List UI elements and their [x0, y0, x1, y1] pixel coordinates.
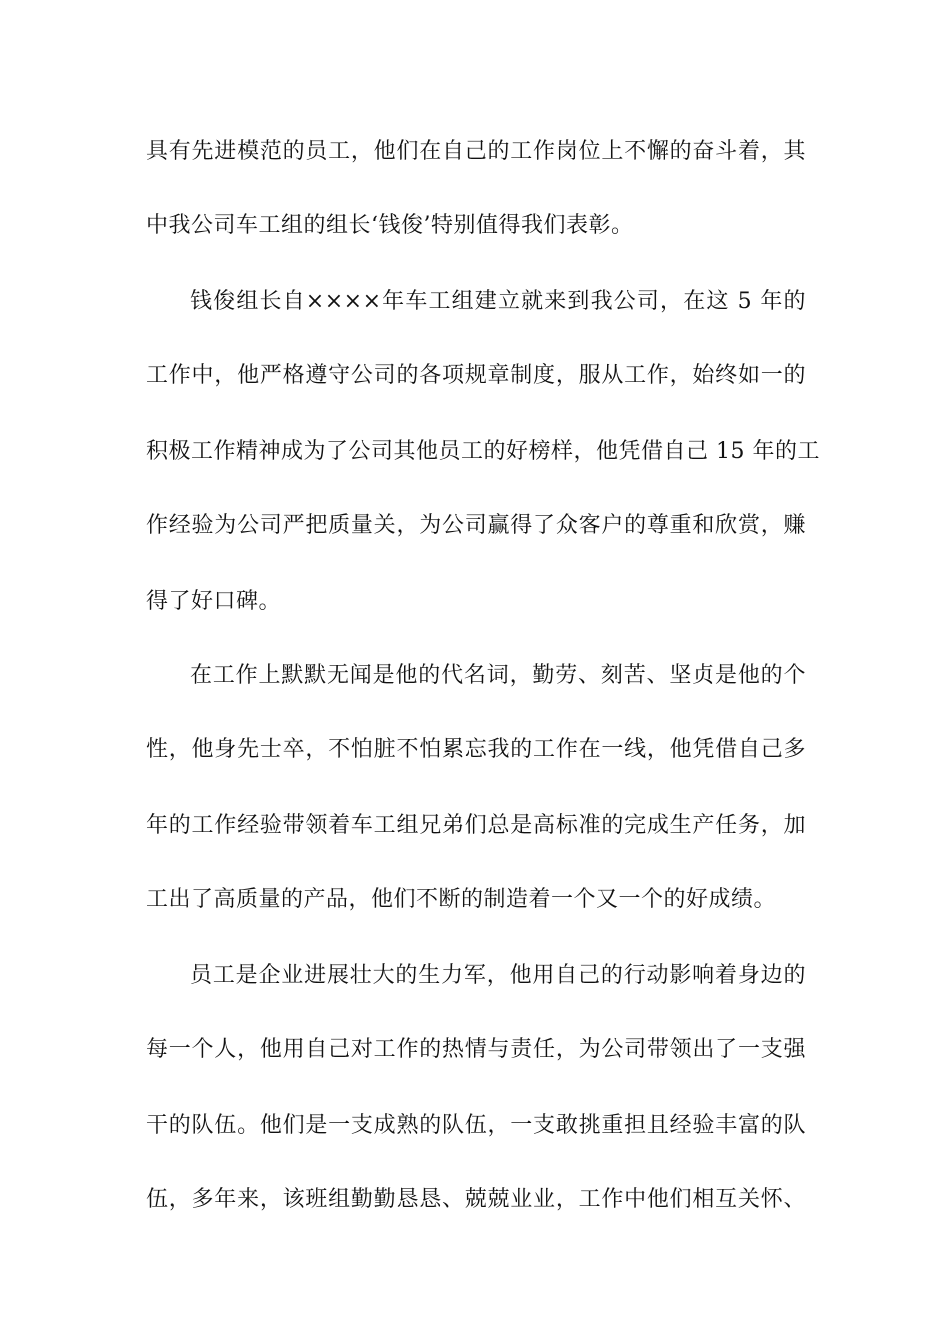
text-line: 每一个人，他用自己对工作的热情与责任，为公司带领出了一支强 — [146, 1037, 806, 1062]
text-line: 工出了高质量的产品，他们不断的制造着一个又一个的好成绩。 — [146, 887, 777, 912]
text-line: 得了好口碑。 — [146, 589, 282, 614]
text-line: 积极工作精神成为了公司其他员工的好榜样，他凭借自己 15 年的工 — [146, 439, 820, 464]
text-line: 年的工作经验带领着车工组兄弟们总是高标准的完成生产任务，加 — [146, 813, 806, 838]
text-line: 钱俊组长自××××年车工组建立就来到我公司，在这 5 年的 — [190, 289, 806, 314]
text-line: 在工作上默默无闻是他的代名词，勤劳、刻苦、坚贞是他的个 — [190, 663, 806, 688]
text-line: 中我公司车工组的组长‘钱俊’特别值得我们表彰。 — [146, 213, 634, 238]
text-line: 伍，多年来，该班组勤勤恳恳、兢兢业业，工作中他们相互关怀、 — [146, 1187, 806, 1212]
text-line: 具有先进模范的员工，他们在自己的工作岗位上不懈的奋斗着，其 — [146, 139, 806, 164]
text-line: 性，他身先士卒，不怕脏不怕累忘我的工作在一线，他凭借自己多 — [146, 737, 806, 762]
text-line: 作经验为公司严把质量关，为公司赢得了众客户的尊重和欣赏，赚 — [146, 513, 806, 538]
text-line: 员工是企业进展壮大的生力军，他用自己的行动影响着身边的 — [190, 963, 806, 988]
text-line: 干的队伍。他们是一支成熟的队伍，一支敢挑重担且经验丰富的队 — [146, 1113, 806, 1138]
text-line: 工作中，他严格遵守公司的各项规章制度，服从工作，始终如一的 — [146, 363, 806, 388]
